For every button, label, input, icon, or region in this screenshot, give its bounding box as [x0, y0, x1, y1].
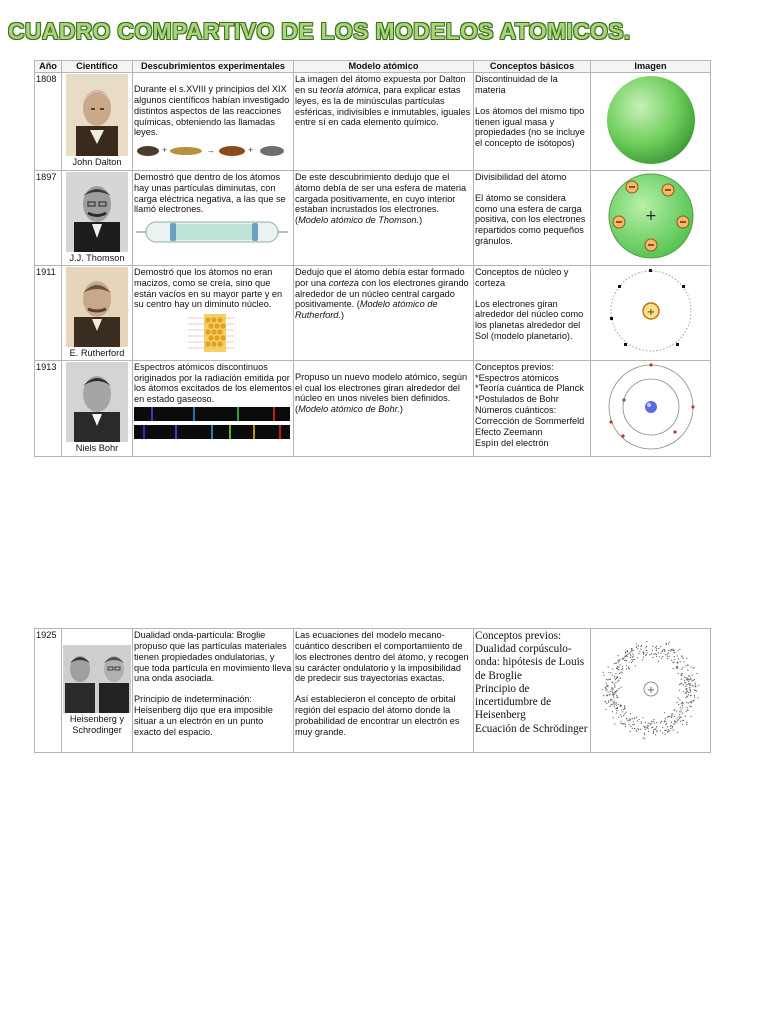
svg-text:+: +: [646, 307, 655, 319]
concept-item: Corrección de Sommerfeld: [475, 416, 585, 427]
discoveries-text: Demostró que dentro de los átomos hay unas partículas diminutas, con carga eléctrica negativa, a las que se llamó electrones.: [134, 171, 286, 215]
model-cell: [294, 170, 474, 265]
discoveries-text: Dualidad onda-partícula: Broglie propuso que las partículas materiales tienen propiedades ondulatorias, y que toda partícula en movimiento lleva una onda asociada.: [134, 630, 292, 684]
concept-item: Ecuación de Schrödinger: [475, 722, 588, 735]
model-cell: [294, 629, 474, 753]
scientist-name: Niels Bohr: [75, 442, 119, 453]
scientist-name: Heisenberg y Schrodinger: [69, 714, 125, 735]
gold-foil-experiment-image: [134, 312, 290, 354]
comparison-table-1925: [34, 628, 711, 753]
concepts-cell: [474, 73, 591, 171]
discoveries-cell: [133, 629, 294, 753]
model-text-rest: con los electrones girando alrededor de un núcleo central cargado positivamente. (: [295, 277, 469, 310]
year-cell: 1808: [35, 73, 62, 171]
cathode-ray-tube-image: [134, 217, 290, 247]
portrait-heisenberg-schrodinger-image: [63, 645, 131, 713]
model-cell: [294, 73, 474, 171]
model-text-rest: ): [399, 404, 403, 415]
discoveries-text: Durante el s.XVIII y principios del XIX algunos científicos habían investigado distintos aspectos de las reacciones químicas, obteniendo las llamadas leyes.: [134, 84, 290, 138]
rutherford-planetary-icon: [604, 267, 698, 355]
concepts-cell: [474, 629, 591, 753]
concept-item: Dualidad corpúsculo-onda: hipótesis de Louis de Broglie: [475, 643, 585, 682]
discoveries-cell: [133, 360, 294, 456]
model-text-italic: Modelo atómico de Thomson.: [298, 215, 420, 226]
year-cell: 1913: [35, 360, 62, 456]
scientist-name: John Dalton: [72, 157, 122, 167]
model-text-italic: corteza: [328, 277, 359, 288]
year-cell: 1925: [35, 629, 62, 753]
concept-item: Discontinuidad de la materia: [475, 74, 558, 95]
model-cell: [294, 360, 474, 456]
bohr-orbits-icon: [603, 362, 699, 452]
model-text: Propuso un nuevo modelo atómico, según el cual los electrones giran alrededor del núcleo en unos niveles bien definidos. (: [295, 371, 468, 415]
year-cell: 1897: [35, 170, 62, 265]
concepts-cell: [474, 265, 591, 360]
svg-text:→: →: [206, 145, 215, 156]
header-scientist: Científico: [62, 61, 133, 73]
svg-text:+: +: [248, 145, 254, 156]
model-cell: [294, 265, 474, 360]
model-text-rest: ): [419, 215, 423, 226]
portrait-bohr-image: [66, 362, 128, 442]
concept-item: Los átomos del mismo tipo tienen igual masa y propiedades (no se incluye el concepto de isótopos): [475, 105, 585, 149]
table-row: [35, 360, 711, 456]
svg-text:+: +: [162, 145, 168, 156]
model-text: La imagen del átomo expuesta por Dalton en su: [295, 74, 466, 95]
model-text: Así establecieron el concepto de orbital región del espacio del átomo donde la probabilidad de encontrar un electrón es muy grande.: [295, 694, 460, 737]
table-row: [35, 73, 711, 171]
model-text-italic: Modelo atómico de Bohr.: [298, 404, 400, 415]
concept-item: *Espectros atómicos: [475, 372, 559, 383]
chemical-reaction-image: [134, 140, 290, 156]
model-text-italic: teoría atómica: [320, 84, 379, 95]
scientist-name: E. Rutherford: [69, 347, 125, 358]
concept-item: Los electrones giran alrededor del núcleo como los planetas alrededor del Sol (modelo planetario).: [475, 298, 584, 342]
spectral-lines-image: [134, 407, 290, 439]
page-title: CUADRO COMPARTIVO DE LOS MODELOS ATOMICOS.: [8, 18, 631, 44]
concept-item: Espín del electrón: [475, 437, 549, 448]
model-text-end: ): [340, 310, 345, 321]
table-row: [35, 170, 711, 265]
svg-text:+: +: [644, 208, 657, 225]
comparison-table: [34, 60, 711, 457]
concept-item: Conceptos previos:: [475, 630, 562, 642]
discoveries-text: Demostró que los átomos no eran macizos, como se creía, sino que están vacíos en su mayor parte y en su centro hay un diminuto núcleo.: [134, 266, 283, 310]
svg-text:+: +: [646, 685, 655, 697]
header-year: Año: [35, 61, 62, 73]
header-model: Modelo atómico: [294, 61, 474, 73]
concept-item: *Postulados de Bohr: [475, 394, 559, 405]
concept-item: Conceptos previos:: [475, 361, 554, 372]
model-text-italic-2: Modelo atómico de Rutherford.: [295, 299, 438, 321]
model-text-rest: , para explicar estas leyes, es la de minúsculas partículas esféricas, indivisibles e inmutables, iguales entre sí en cada elemento químico.: [295, 84, 471, 128]
model-text: Las ecuaciones del modelo mecano-cuántico describen el comportamiento de los electrones dentro del átomo, y recogen su carácter ondulatorio y la imposibilidad de predecir sus trayectorias exactas.: [295, 630, 469, 684]
concept-item: Divisibilidad del átomo: [475, 171, 567, 182]
discoveries-text: Principio de indeterminación: Heisenberg dijo que era imposible situar a un electrón en un punto exacto del espacio.: [134, 694, 273, 737]
scientist-name: J.J. Thomson: [69, 252, 125, 263]
concept-item: Principio de incertidumbre de Heisenberg: [475, 682, 552, 722]
year-cell: 1911: [35, 265, 62, 360]
concept-item: Números cuánticos:: [475, 405, 557, 416]
table-row: [35, 265, 711, 360]
table-header-row: [35, 61, 711, 73]
discoveries-cell: [133, 170, 294, 265]
concept-item: *Teoría cuántica de Planck: [475, 383, 584, 394]
model-text: Dedujo que el átomo debía estar formado por una: [295, 266, 465, 288]
electron-cloud-orbital-icon: [595, 633, 707, 745]
portrait-thomson-image: [66, 172, 128, 252]
model-text: De este descubrimiento dedujo que el átomo debía de ser una esfera de materia cargada positivamente, en cuyo interior estaban incrustados los electrones. (: [295, 171, 467, 226]
header-image: Imagen: [591, 61, 711, 73]
header-concepts: Conceptos básicos: [474, 61, 591, 73]
concept-item: Conceptos de núcleo y corteza: [475, 266, 569, 288]
table-row: [35, 629, 711, 753]
concepts-cell: [474, 170, 591, 265]
concept-item: Efecto Zeemann: [475, 426, 543, 437]
discoveries-cell: [133, 73, 294, 171]
header-discoveries: Descubrimientos experimentales: [133, 61, 294, 73]
dalton-sphere-icon: [605, 74, 697, 166]
discoveries-text: Espectros atómicos discontinuos originados por la radiación emitida por los átomos excitados de los elementos en estado gaseoso.: [134, 361, 292, 405]
concepts-cell: [474, 360, 591, 456]
concept-item: El átomo se considera como una esfera de carga positiva, con los electrones repartidos como pequeños gránulos.: [475, 192, 586, 247]
thomson-plum-pudding-icon: [605, 172, 697, 260]
discoveries-cell: [133, 265, 294, 360]
portrait-dalton-image: [66, 74, 128, 156]
portrait-rutherford-image: [66, 267, 128, 347]
